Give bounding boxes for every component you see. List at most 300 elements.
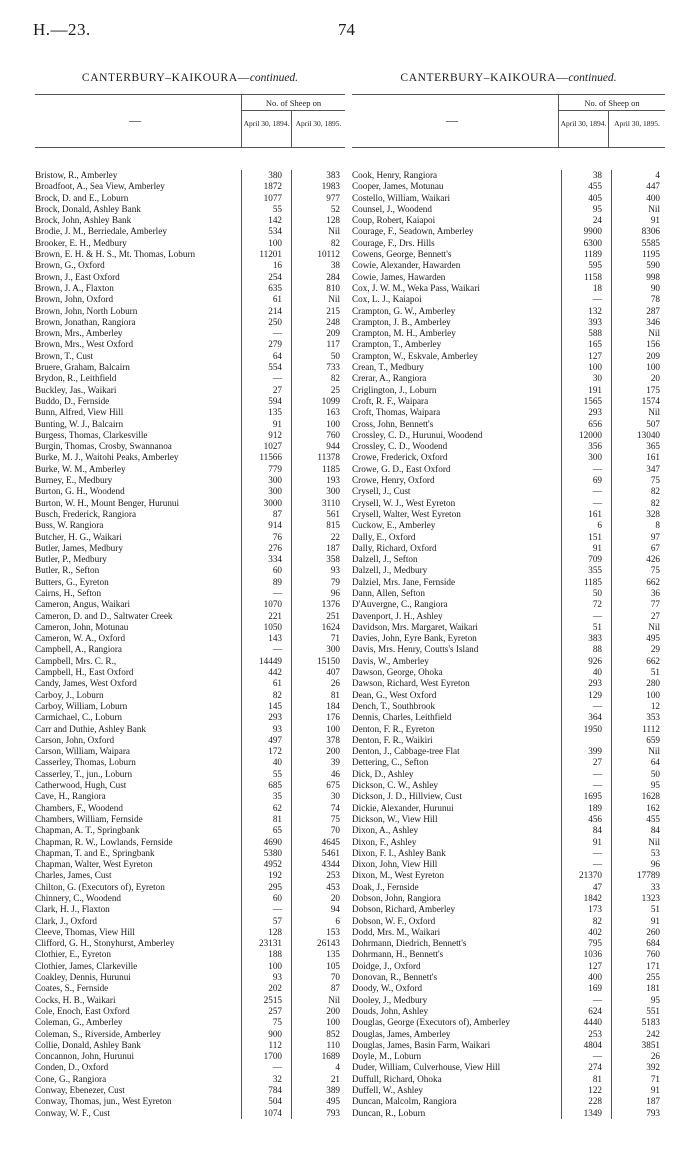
sheep-1895: 70 bbox=[291, 825, 345, 836]
table-row bbox=[35, 1096, 345, 1107]
sheep-1895: Nil bbox=[611, 746, 665, 757]
sheep-1894: 250 bbox=[241, 317, 291, 328]
table-row bbox=[35, 870, 345, 881]
sheep-1895: 29 bbox=[611, 644, 665, 655]
owner-name: Denton, J., Cabbage-tree Flat bbox=[352, 746, 460, 757]
sheep-1894: 189 bbox=[561, 803, 611, 814]
table-row bbox=[35, 1040, 345, 1051]
owner-name: Coates, S., Fernside bbox=[35, 983, 109, 994]
sheep-1894: — bbox=[561, 769, 611, 780]
table-row bbox=[352, 916, 665, 927]
sheep-1895: 455 bbox=[611, 814, 665, 825]
sheep-1895: 255 bbox=[611, 972, 665, 983]
sheep-1894: 69 bbox=[561, 475, 611, 486]
sheep-1894: 100 bbox=[561, 362, 611, 373]
table-row bbox=[352, 362, 665, 373]
owner-name: Crowe, Frederick, Oxford bbox=[352, 452, 448, 463]
owner-name: Conway, W. F., Cust bbox=[35, 1107, 110, 1118]
owner-name: Dixon, John, View Hill bbox=[352, 859, 438, 870]
table-row bbox=[352, 1051, 665, 1062]
sheep-1894: 253 bbox=[561, 1029, 611, 1040]
owner-name: Crampton, J. B., Amberley bbox=[352, 316, 451, 327]
sheep-1895: 662 bbox=[611, 656, 665, 667]
sheep-1894: 554 bbox=[241, 362, 291, 373]
sheep-1894: 221 bbox=[241, 611, 291, 622]
sheep-1895: 17789 bbox=[611, 870, 665, 881]
owner-name: Dixon, F., Ashley bbox=[352, 836, 417, 847]
sheep-1894: — bbox=[561, 859, 611, 870]
sheep-1894: 455 bbox=[561, 181, 611, 192]
owner-name: Collie, Donald, Ashley Bank bbox=[35, 1039, 141, 1050]
sheep-1894: — bbox=[241, 1062, 291, 1073]
sheep-1894: 1695 bbox=[561, 791, 611, 802]
owner-name: D'Auvergne, C., Rangiora bbox=[352, 599, 448, 610]
table-row bbox=[352, 611, 665, 622]
sheep-1894: 5380 bbox=[241, 848, 291, 859]
sheep-1894: 300 bbox=[561, 452, 611, 463]
table-row bbox=[35, 249, 345, 260]
sheep-1895: 171 bbox=[611, 961, 665, 972]
sheep-1894: 1349 bbox=[561, 1108, 611, 1119]
sheep-1895: 675 bbox=[291, 780, 345, 791]
sheep-1894: 64 bbox=[241, 351, 291, 362]
sheep-1895: 181 bbox=[611, 983, 665, 994]
owner-name: Conden, D., Oxford bbox=[35, 1062, 109, 1073]
sheep-1894: 95 bbox=[561, 204, 611, 215]
sheep-1894: 534 bbox=[241, 226, 291, 237]
owner-name: Cook, Henry, Rangiora bbox=[352, 170, 438, 180]
owner-name: Burton, G. H., Woodend bbox=[35, 486, 125, 497]
sheep-1894: 442 bbox=[241, 667, 291, 678]
table-row bbox=[352, 306, 665, 317]
table-row bbox=[352, 825, 665, 836]
sheep-1895: 353 bbox=[611, 712, 665, 723]
table-row bbox=[352, 204, 665, 215]
owner-name: Dalzell, J., Medbury bbox=[352, 565, 428, 576]
table-row bbox=[352, 780, 665, 791]
owner-name: Campbell, Mrs. C. R., bbox=[35, 655, 117, 666]
owner-name: Crampton, T., Amberley bbox=[352, 339, 442, 350]
sheep-1894: 3000 bbox=[241, 498, 291, 509]
table-row bbox=[35, 825, 345, 836]
owner-name: Coleman, G., Amberley bbox=[35, 1017, 123, 1028]
table-row bbox=[35, 1074, 345, 1085]
owner-name: Chapman, Walter, West Eyreton bbox=[35, 859, 153, 870]
sheep-1895: 153 bbox=[291, 927, 345, 938]
sheep-1895: 3110 bbox=[291, 498, 345, 509]
sheep-1894: 93 bbox=[241, 724, 291, 735]
sheep-1895: 90 bbox=[611, 283, 665, 294]
table-row bbox=[35, 452, 345, 463]
sheep-1895: 75 bbox=[611, 475, 665, 486]
sheep-1894: 173 bbox=[561, 904, 611, 915]
sheep-1894: 399 bbox=[561, 746, 611, 757]
sheep-1895: 1195 bbox=[611, 249, 665, 260]
table-row bbox=[352, 904, 665, 915]
table-row bbox=[352, 882, 665, 893]
table-row bbox=[35, 938, 345, 949]
left-head-sheep: No. of Sheep on bbox=[241, 95, 345, 111]
owner-name: Brown, G., Oxford bbox=[35, 260, 105, 271]
sheep-1894: 40 bbox=[241, 757, 291, 768]
sheep-1894: 1872 bbox=[241, 181, 291, 192]
sheep-1894: 779 bbox=[241, 464, 291, 475]
table-row bbox=[352, 1074, 665, 1085]
sheep-1894: 12000 bbox=[561, 430, 611, 441]
sheep-1894: — bbox=[561, 701, 611, 712]
table-row bbox=[35, 362, 345, 373]
owner-name: Clothier, E., Eyreton bbox=[35, 949, 111, 960]
sheep-1895: 378 bbox=[291, 735, 345, 746]
owner-name: Cowie, Alexander, Hawarden bbox=[352, 260, 461, 271]
owner-name: Carr and Duthie, Ashley Bank bbox=[35, 723, 146, 734]
owner-name: Brock, D. and E., Loburn bbox=[35, 192, 129, 203]
owner-name: Brock, John, Ashley Bank bbox=[35, 215, 132, 226]
table-row bbox=[35, 283, 345, 294]
sheep-1894: 1074 bbox=[241, 1108, 291, 1119]
owner-name: Dawson, Richard, West Eyreton bbox=[352, 678, 470, 689]
owner-name: Butler, P., Medbury bbox=[35, 554, 107, 565]
owner-name: Duder, William, Culverhouse, View Hill bbox=[352, 1062, 501, 1073]
sheep-1894: — bbox=[561, 995, 611, 1006]
sheep-1895: 82 bbox=[291, 238, 345, 249]
owner-name: Burgess, Thomas, Clarkesville bbox=[35, 429, 148, 440]
sheep-1895: 1689 bbox=[291, 1051, 345, 1062]
sheep-1894: 912 bbox=[241, 430, 291, 441]
table-row bbox=[352, 430, 665, 441]
table-row bbox=[352, 475, 665, 486]
sheep-1895: 51 bbox=[611, 904, 665, 915]
sheep-1894: — bbox=[561, 498, 611, 509]
owner-name: Dawson, George, Ohoka bbox=[352, 667, 443, 678]
sheep-1895: Nil bbox=[611, 328, 665, 339]
table-row bbox=[352, 554, 665, 565]
sheep-1895: 67 bbox=[611, 543, 665, 554]
sheep-1895: 100 bbox=[291, 724, 345, 735]
owner-name: Crysell, W. J., West Eyreton bbox=[352, 497, 456, 508]
table-row bbox=[35, 735, 345, 746]
sheep-1895: 71 bbox=[291, 633, 345, 644]
table-row bbox=[352, 486, 665, 497]
table-row bbox=[35, 464, 345, 475]
sheep-1894: 293 bbox=[561, 678, 611, 689]
sheep-1894: 60 bbox=[241, 565, 291, 576]
owner-name: Dobson, Richard, Amberley bbox=[352, 904, 456, 915]
table-row bbox=[35, 1029, 345, 1040]
right-head-1895: April 30, 1895. bbox=[608, 111, 665, 148]
owner-name: Duffull, Richard, Ohoka bbox=[352, 1073, 442, 1084]
sheep-1895: 25 bbox=[291, 385, 345, 396]
sheep-1894: 202 bbox=[241, 983, 291, 994]
owner-name: Chapman, R. W., Lowlands, Fernside bbox=[35, 836, 173, 847]
sheep-1895: 495 bbox=[291, 1096, 345, 1107]
sheep-1894: 685 bbox=[241, 780, 291, 791]
sheep-1895: 1574 bbox=[611, 396, 665, 407]
table-row bbox=[35, 949, 345, 960]
sheep-1894: 635 bbox=[241, 283, 291, 294]
sheep-1894: 40 bbox=[561, 667, 611, 678]
table-row bbox=[352, 848, 665, 859]
table-row bbox=[352, 644, 665, 655]
table-row bbox=[352, 238, 665, 249]
sheep-1895: 50 bbox=[291, 351, 345, 362]
sheep-1894: 4804 bbox=[561, 1040, 611, 1051]
sheep-1895: 561 bbox=[291, 509, 345, 520]
sheep-1894: 795 bbox=[561, 938, 611, 949]
owner-name: Dobson, W. F., Oxford bbox=[352, 915, 436, 926]
table-row bbox=[352, 622, 665, 633]
sheep-1895: 79 bbox=[291, 577, 345, 588]
table-row bbox=[35, 678, 345, 689]
sheep-1894: 51 bbox=[561, 622, 611, 633]
sheep-1895: Nil bbox=[611, 407, 665, 418]
table-row bbox=[352, 701, 665, 712]
sheep-1894: 84 bbox=[561, 825, 611, 836]
owner-name: Clifford, G. H., Stonyhurst, Amberley bbox=[35, 938, 175, 949]
table-row bbox=[352, 215, 665, 226]
sheep-1895: 8 bbox=[611, 520, 665, 531]
sheep-1895: 6 bbox=[291, 916, 345, 927]
sheep-1894: 93 bbox=[241, 972, 291, 983]
owner-name: Doyle, M., Loburn bbox=[352, 1051, 422, 1062]
sheep-1894: 257 bbox=[241, 1006, 291, 1017]
sheep-1895: 328 bbox=[611, 509, 665, 520]
owner-name: Dodd, Mrs. M., Waikari bbox=[352, 926, 441, 937]
owner-name: Dixon, A., Ashley bbox=[352, 825, 419, 836]
sheep-1894: — bbox=[561, 611, 611, 622]
sheep-1894: 364 bbox=[561, 712, 611, 723]
owner-name: Davies, John, Eyre Bank, Eyreton bbox=[352, 633, 477, 644]
sheep-1894: 14449 bbox=[241, 656, 291, 667]
owner-name: Bristow, R., Amberley bbox=[35, 170, 118, 180]
sheep-1894: 594 bbox=[241, 396, 291, 407]
table-row bbox=[35, 859, 345, 870]
sheep-1895: 10112 bbox=[291, 249, 345, 260]
sheep-1895: 392 bbox=[611, 1062, 665, 1073]
sheep-1895: 253 bbox=[291, 870, 345, 881]
table-row bbox=[352, 746, 665, 757]
table-row bbox=[35, 983, 345, 994]
sheep-1894: 143 bbox=[241, 633, 291, 644]
owner-name: Clothier, James, Clarkeville bbox=[35, 960, 138, 971]
owner-name: Carson, William, Waipara bbox=[35, 746, 130, 757]
table-row bbox=[35, 204, 345, 215]
table-row bbox=[352, 712, 665, 723]
sheep-1894: — bbox=[241, 373, 291, 384]
sheep-1895: 20 bbox=[611, 373, 665, 384]
table-row bbox=[35, 272, 345, 283]
table-row bbox=[352, 690, 665, 701]
sheep-1895: 38 bbox=[291, 260, 345, 271]
sheep-1894: 151 bbox=[561, 532, 611, 543]
sheep-1894: 709 bbox=[561, 554, 611, 565]
sheep-1895: 193 bbox=[291, 475, 345, 486]
table-row bbox=[35, 904, 345, 915]
owner-name: Chapman, A. T., Springbank bbox=[35, 825, 140, 836]
sheep-1894: 1842 bbox=[561, 893, 611, 904]
sheep-1895: 426 bbox=[611, 554, 665, 565]
sheep-1895: 105 bbox=[291, 961, 345, 972]
owner-name: Burney, E., Medbury bbox=[35, 475, 113, 486]
sheep-1895: 117 bbox=[291, 339, 345, 350]
sheep-1894: 279 bbox=[241, 339, 291, 350]
sheep-1895: 94 bbox=[291, 904, 345, 915]
sheep-1895: 447 bbox=[611, 181, 665, 192]
table-row bbox=[352, 226, 665, 237]
sheep-1895: Nil bbox=[611, 204, 665, 215]
sheep-1894: 405 bbox=[561, 193, 611, 204]
sheep-1895: 1323 bbox=[611, 893, 665, 904]
sheep-1894: 76 bbox=[241, 532, 291, 543]
owner-name: Douds, John, Ashley bbox=[352, 1005, 429, 1016]
owner-name: Cameron, D. and D., Saltwater Creek bbox=[35, 610, 173, 621]
page-header bbox=[33, 20, 673, 42]
sheep-1895: 852 bbox=[291, 1029, 345, 1040]
left-column bbox=[35, 72, 345, 1119]
owner-name: Cole, Enoch, East Oxford bbox=[35, 1005, 130, 1016]
sheep-1895: 815 bbox=[291, 520, 345, 531]
table-row bbox=[35, 520, 345, 531]
sheep-1894: 16 bbox=[241, 260, 291, 271]
table-row bbox=[352, 678, 665, 689]
table-row bbox=[352, 565, 665, 576]
table-row bbox=[352, 249, 665, 260]
table-row bbox=[35, 757, 345, 768]
left-table-body bbox=[35, 148, 345, 1119]
sheep-1894: 400 bbox=[561, 972, 611, 983]
sheep-1895: 91 bbox=[611, 215, 665, 226]
table-row bbox=[35, 170, 345, 181]
owner-name: Carson, John, Oxford bbox=[35, 734, 115, 745]
sheep-1895: 93 bbox=[291, 565, 345, 576]
sheep-1895: 200 bbox=[291, 1006, 345, 1017]
sheep-1895: 4 bbox=[291, 1062, 345, 1073]
owner-name: Burke, W. M., Amberley bbox=[35, 463, 126, 474]
sheep-1894: 276 bbox=[241, 543, 291, 554]
table-row bbox=[352, 577, 665, 588]
table-row bbox=[35, 803, 345, 814]
sheep-1894: 497 bbox=[241, 735, 291, 746]
sheep-1895: 1099 bbox=[291, 396, 345, 407]
sheep-1894: 1036 bbox=[561, 949, 611, 960]
sheep-1894: — bbox=[241, 904, 291, 915]
table-row bbox=[352, 1017, 665, 1028]
page-reference: H.—23. bbox=[33, 20, 91, 39]
table-row bbox=[35, 814, 345, 825]
sheep-1894: 129 bbox=[561, 690, 611, 701]
table-row bbox=[35, 712, 345, 723]
sheep-1894: 100 bbox=[241, 238, 291, 249]
right-head-1894: April 30, 1894. bbox=[558, 111, 608, 148]
sheep-1894: 293 bbox=[241, 712, 291, 723]
table-row bbox=[352, 893, 665, 904]
owner-name: Crampton, M. H., Amberley bbox=[352, 328, 456, 339]
sheep-1894: 355 bbox=[561, 565, 611, 576]
sheep-1895: 26 bbox=[611, 1051, 665, 1062]
sheep-1895: 5183 bbox=[611, 1017, 665, 1028]
sheep-1894: 784 bbox=[241, 1085, 291, 1096]
owner-name: Casserley, Thomas, Loburn bbox=[35, 757, 136, 768]
sheep-1895: 5585 bbox=[611, 238, 665, 249]
sheep-1894: 91 bbox=[241, 419, 291, 430]
table-row bbox=[35, 599, 345, 610]
table-row bbox=[35, 577, 345, 588]
sheep-1894: 1950 bbox=[561, 724, 611, 735]
owner-name: Butcher, H. G., Waikari bbox=[35, 531, 122, 542]
table-row bbox=[352, 373, 665, 384]
left-head-1894: April 30, 1894. bbox=[241, 111, 291, 148]
sheep-1895: 82 bbox=[611, 498, 665, 509]
owner-name: Butters, G., Eyreton bbox=[35, 576, 109, 587]
sheep-1895: 242 bbox=[611, 1029, 665, 1040]
sheep-1895: 100 bbox=[291, 419, 345, 430]
table-row bbox=[35, 791, 345, 802]
sheep-1895: 407 bbox=[291, 667, 345, 678]
owner-name: Dally, E., Oxford bbox=[352, 531, 416, 542]
sheep-1895: 5461 bbox=[291, 848, 345, 859]
sheep-1895: 81 bbox=[291, 690, 345, 701]
sheep-1894: 900 bbox=[241, 1029, 291, 1040]
sheep-1894: 356 bbox=[561, 441, 611, 452]
owner-name: Cox, L. J., Kaiapoi bbox=[352, 294, 422, 305]
sheep-1895: Nil bbox=[291, 294, 345, 305]
sheep-1894: 11201 bbox=[241, 249, 291, 260]
sheep-1895: 347 bbox=[611, 464, 665, 475]
table-row bbox=[352, 633, 665, 644]
owner-name: Doidge, J., Oxford bbox=[352, 960, 421, 971]
sheep-1895: 162 bbox=[611, 803, 665, 814]
table-row bbox=[352, 769, 665, 780]
sheep-1894: 624 bbox=[561, 1006, 611, 1017]
sheep-1894: 1077 bbox=[241, 193, 291, 204]
sheep-1894: 60 bbox=[241, 893, 291, 904]
table-row bbox=[35, 972, 345, 983]
owner-name: Crysell, J., Cust bbox=[352, 486, 411, 497]
table-row bbox=[35, 486, 345, 497]
table-row bbox=[352, 1085, 665, 1096]
owner-name: Dally, Richard, Oxford bbox=[352, 542, 437, 553]
owner-name: Dalzell, J., Sefton bbox=[352, 554, 418, 565]
sheep-1894: 380 bbox=[241, 170, 291, 181]
owner-name: Coleman, S., Riverside, Amberley bbox=[35, 1028, 161, 1039]
sheep-1895: 251 bbox=[291, 611, 345, 622]
sheep-1895: 20 bbox=[291, 893, 345, 904]
owner-name: Dennis, Charles, Leithfield bbox=[352, 712, 452, 723]
owner-name: Burton, W. H., Mount Benger, Hurunui bbox=[35, 497, 180, 508]
sheep-1895: 163 bbox=[291, 407, 345, 418]
sheep-1895: 71 bbox=[611, 1074, 665, 1085]
sheep-1895: 209 bbox=[291, 328, 345, 339]
sheep-1895: Nil bbox=[611, 622, 665, 633]
owner-name: Dickie, Alexander, Hurunui bbox=[352, 802, 454, 813]
table-row bbox=[352, 803, 665, 814]
table-row bbox=[352, 814, 665, 825]
owner-name: Cross, John, Bennett's bbox=[352, 418, 434, 429]
table-row bbox=[352, 724, 665, 735]
table-row bbox=[35, 373, 345, 384]
sheep-1895: 175 bbox=[611, 385, 665, 396]
table-row bbox=[352, 1029, 665, 1040]
table-row bbox=[35, 1051, 345, 1062]
left-title-suffix: continued. bbox=[249, 72, 299, 84]
table-row bbox=[35, 633, 345, 644]
sheep-1894: 24 bbox=[561, 215, 611, 226]
sheep-1895: 51 bbox=[611, 667, 665, 678]
sheep-1894: 32 bbox=[241, 1074, 291, 1085]
table-row bbox=[35, 1017, 345, 1028]
sheep-1894: — bbox=[561, 486, 611, 497]
table-row bbox=[352, 260, 665, 271]
